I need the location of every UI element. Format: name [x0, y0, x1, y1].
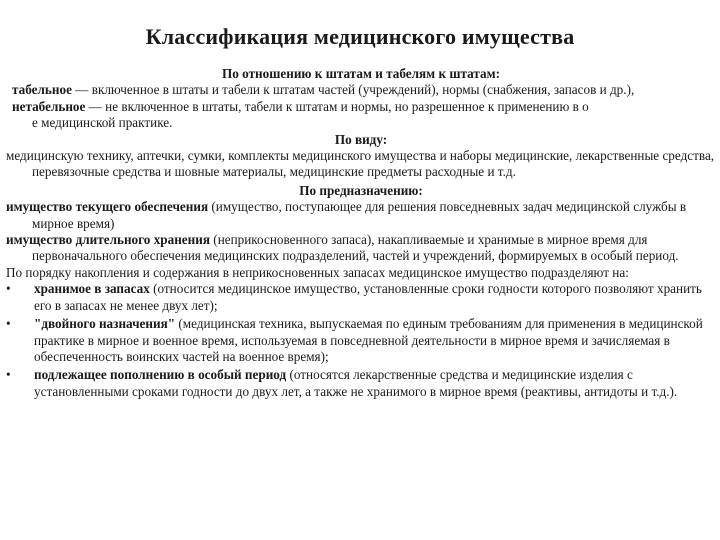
- text-dual-purpose: (медицинская техника, выпускаемая по единым требованиям для применения в медицинской практике в мирное и военное время, используемая в повседневной деятельности в мирное время и зачисляемая в обеспеченность воинских частей на военное время);: [34, 316, 703, 364]
- paragraph-kind: медицинскую технику, аптечки, сумки, комплекты медицинского имущества и наборы медицинские, лекарственные средства, перевязочные средства и шовные материалы, медицинские предметы расходные и т.д.: [6, 148, 715, 180]
- slide-body: [6, 66, 716, 400]
- text-current-supply: (имущество, поступающее для решения повседневных задач медицинской службы в мирное время): [32, 199, 687, 231]
- list-item: [6, 281, 716, 314]
- term-replenish-special-period: подлежащее пополнению в особый период: [34, 367, 287, 383]
- heading-kind: По виду:: [334, 131, 388, 147]
- text-non-tabular-cont: е медицинской практике.: [32, 115, 173, 131]
- list-item: [6, 367, 716, 400]
- term-dual-purpose: "двойного назначения": [34, 316, 176, 332]
- bullet: •: [6, 316, 11, 332]
- text-non-tabular: — не включенное в штаты, табели к штатам и нормы, но разрешенное к применению в о: [85, 98, 589, 114]
- heading-staff: По отношению к штатам и табелям к штатам:: [222, 66, 500, 81]
- slide-title: Классификация медицинского имущества: [145, 24, 575, 49]
- term-tabular: табельное: [12, 82, 72, 98]
- paragraph-storage-intro: По порядку накопления и содержания в неприкосновенных запасах медицинское имущество подразделяют на:: [6, 264, 629, 280]
- bullet: •: [6, 281, 11, 297]
- paragraph-tabular: [6, 82, 716, 98]
- term-long-storage: имущество длительного хранения: [6, 232, 210, 248]
- list-item: [6, 316, 716, 365]
- text-replenish-special-period: (относятся лекарственные средства и медицинские изделия с установленными сроками годности до двух лет, а также не хранимого в мирное время (реактивы, антидоты и т.д.).: [34, 367, 678, 399]
- text-long-storage: (неприкосновенного запаса), накапливаемые и хранимые в мирное время для первоначального обеспечения медицинских подразделений, частей и учреждений, формируемых в особый период.: [32, 232, 679, 264]
- paragraph-long-storage: [6, 232, 716, 265]
- bullet: •: [6, 367, 11, 383]
- heading-purpose: По предназначению:: [299, 182, 423, 198]
- term-non-tabular: нетабельное: [12, 98, 86, 114]
- text-tabular: — включенное в штаты и табели к штатам частей (учреждений), нормы (снабжения, запасов и др.),: [71, 82, 635, 98]
- paragraph-current-supply: [6, 199, 716, 232]
- term-stored-in-reserve: хранимое в запасах: [34, 281, 150, 297]
- paragraph-non-tabular: [6, 99, 716, 132]
- text-stored-in-reserve: (относится медицинское имущество, установленные сроки годности которого позволяют хранить его в запасах не менее двух лет);: [34, 281, 702, 313]
- term-current-supply: имущество текущего обеспечения: [6, 199, 209, 215]
